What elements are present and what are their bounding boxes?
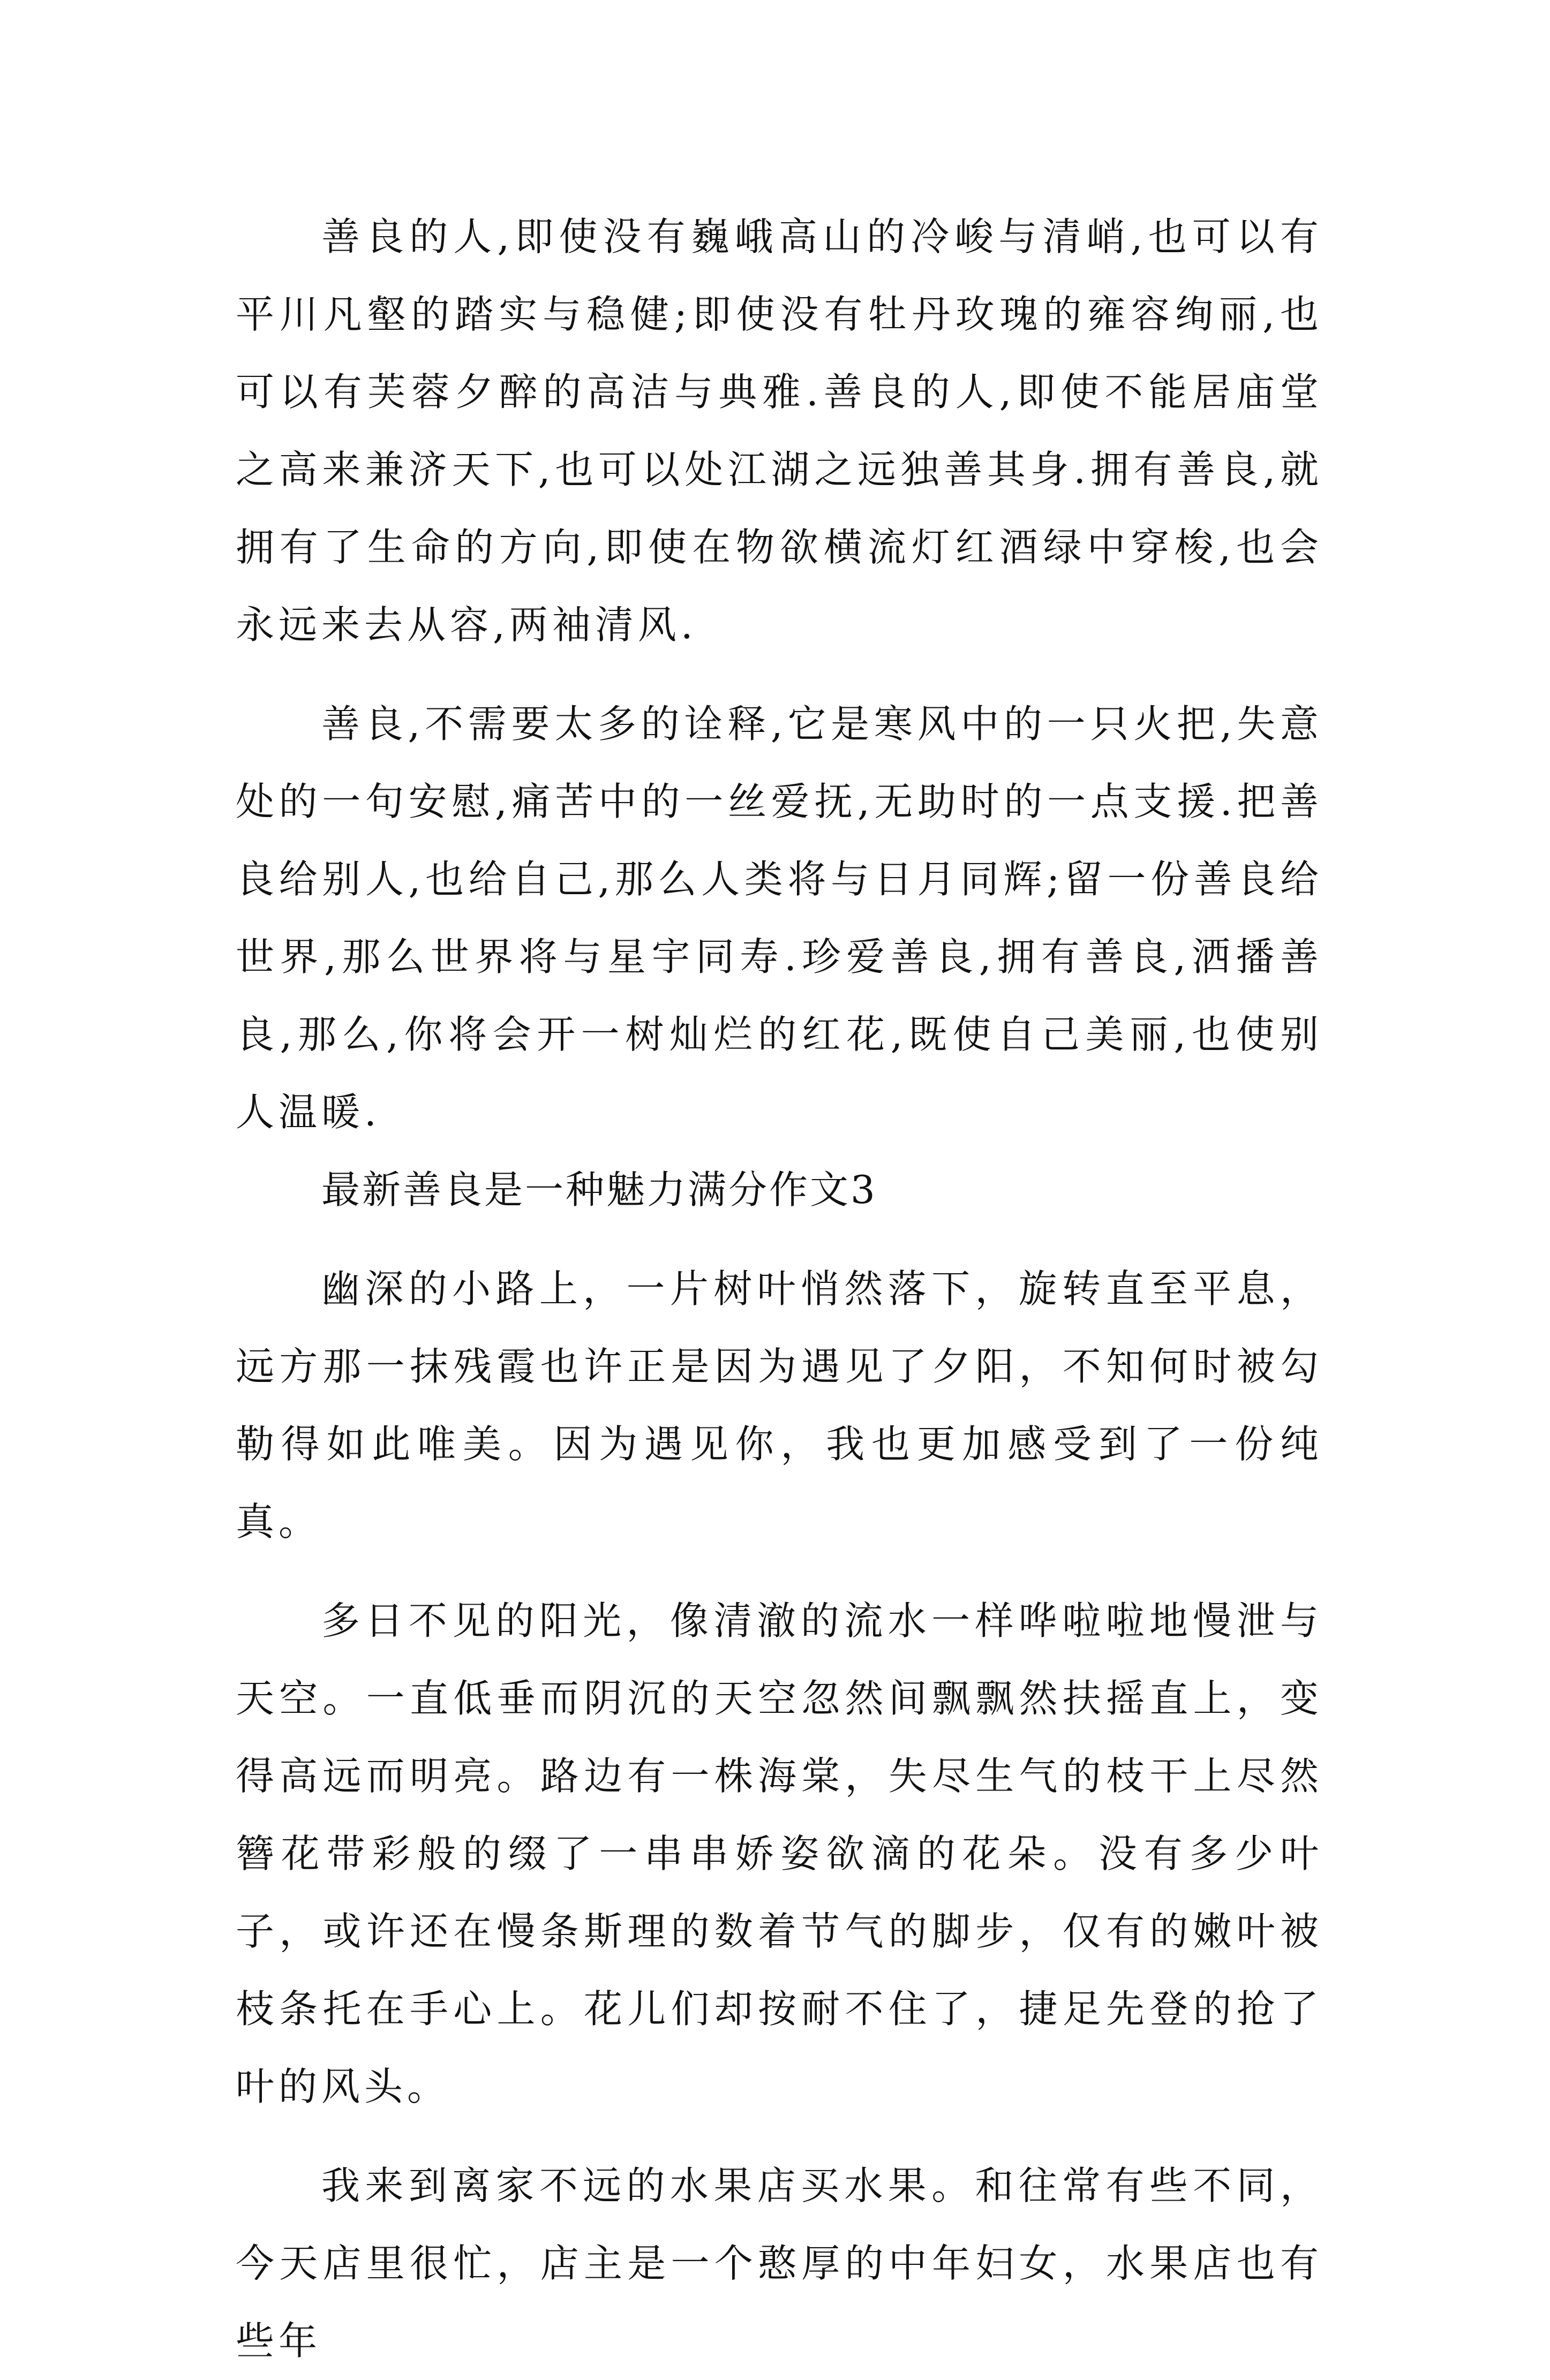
- paragraph-kindness-intro: 善良的人,即使没有巍峨高山的冷峻与清峭,也可以有平川凡壑的踏实与稳健;即使没有牡丹玫瑰的雍容绚丽,也可以有芙蓉夕醉的高洁与典雅.善良的人,即使不能居庙堂之高来兼济天下,也可以处江湖之远独善其身.拥有善良,就拥有了生命的方向,即使在物欲横流灯红酒绿中穿梭,也会永远来去从容,两袖清风.: [236, 214, 1323, 647]
- section-heading: 最新善良是一种魅力满分作文3: [321, 1167, 877, 1212]
- paragraph-sunlight-begonia: 多日不见的阳光，像清澈的流水一样哗啦啦地慢泄与天空。一直低垂而阴沉的天空忽然间飘飘然扶摇直上，变得高远而明亮。路边有一株海棠，失尽生气的枝干上尽然簪花带彩般的缀了一串串娇姿欲滴的花朵。没有多少叶子，或许还在慢条斯理的数着节气的脚步，仅有的嫩叶被枝条托在手心上。花儿们却按耐不住了，捷足先登的抢了叶的风头。: [236, 1598, 1323, 2109]
- paragraph-fruit-shop: 我来到离家不远的水果店买水果。和往常有些不同，今天店里很忙，店主是一个憨厚的中年妇女，水果店也有些年: [236, 2163, 1323, 2363]
- paragraph-path-leaf: 幽深的小路上，一片树叶悄然落下，旋转直至平息，远方那一抹残霞也许正是因为遇见了夕阳，不知何时被勾勒得如此唯美。因为遇见你，我也更加感受到了一份纯真。: [236, 1266, 1323, 1544]
- document-body: [236, 198, 1323, 2380]
- paragraph-kindness-meaning: 善良,不需要太多的诠释,它是寒风中的一只火把,失意处的一句安慰,痛苦中的一丝爱抚,无助时的一点支援.把善良给别人,也给自己,那么人类将与日月同辉;留一份善良给世界,那么世界将与星宇同寿.珍爱善良,拥有善良,洒播善良,那么,你将会开一树灿烂的红花,既使自己美丽,也使别人温暖.: [236, 701, 1323, 1135]
